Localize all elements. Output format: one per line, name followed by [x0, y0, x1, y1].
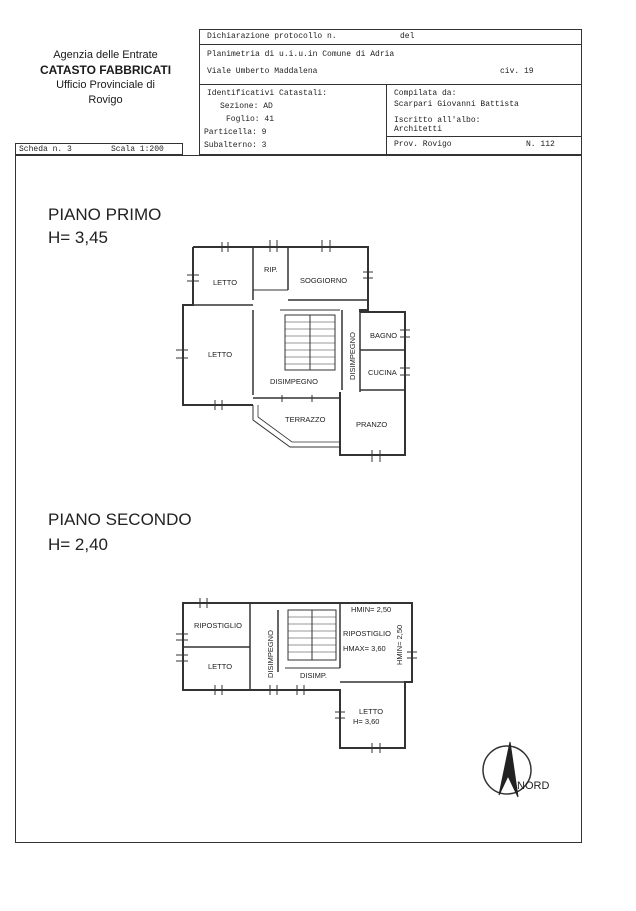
room-cucina: CUCINA — [368, 368, 397, 377]
note-hmin-side: HMIN= 2,50 — [395, 624, 404, 665]
floor1-height: H= 3,45 — [48, 228, 109, 247]
street-address: Viale Umberto Maddalena — [207, 67, 318, 76]
room-letto-a-2: LETTO — [208, 662, 233, 671]
room-letto-b: LETTO — [208, 350, 233, 359]
province: Prov. Rovigo — [394, 140, 452, 149]
protocol-label: Dichiarazione protocollo n. — [207, 32, 337, 41]
agency-city: Rovigo — [88, 94, 123, 106]
north-arrow-icon — [499, 742, 518, 797]
room-disimp: DISIMP. — [300, 671, 327, 680]
north-compass — [483, 742, 549, 797]
room-soggiorno: SOGGIORNO — [300, 276, 348, 285]
room-rip: RIP. — [264, 265, 278, 274]
register-number: N. 112 — [526, 140, 555, 149]
note-hmax: HMAX= 3,60 — [343, 644, 386, 653]
room-ripostiglio-b: RIPOSTIGLIO — [343, 629, 391, 638]
sheet-number: Scheda n. 3 — [19, 145, 72, 154]
agency-catasto: CATASTO FABBRICATI — [39, 63, 172, 77]
subalterno: Subalterno: 3 — [204, 141, 267, 150]
protocol-date-label: del — [400, 32, 415, 41]
civic-number: civ. 19 — [500, 67, 534, 76]
identifiers-title: Identificativi Catastali: — [207, 89, 328, 98]
floor1-title: PIANO PRIMO — [48, 205, 162, 224]
compiled-label: Compilata da: — [394, 89, 457, 98]
agency-name: Agenzia delle Entrate — [53, 49, 158, 61]
room-ripostiglio-a: RIPOSTIGLIO — [194, 621, 242, 630]
room-disimpegno-v: DISIMPEGNO — [348, 332, 357, 380]
floor2-height: H= 2,40 — [48, 535, 109, 554]
compiled-name: Scarpari Giovanni Battista — [394, 100, 519, 109]
room-letto-a: LETTO — [213, 278, 238, 287]
room-pranzo: PRANZO — [356, 420, 388, 429]
floor2-title: PIANO SECONDO — [48, 510, 192, 529]
foglio: Foglio: 41 — [226, 115, 275, 124]
compass-label: NORD — [517, 780, 550, 792]
particella: Particella: 9 — [204, 128, 267, 137]
room-disimpegno-v-2: DISIMPEGNO — [266, 630, 275, 678]
registered-label: Iscritto all'albo: — [394, 116, 481, 125]
room-disimpegno-h: DISIMPEGNO — [270, 377, 318, 386]
room-letto-b-2: LETTO — [359, 707, 384, 716]
sezione: Sezione: AD — [220, 102, 273, 111]
floor2-labels — [194, 605, 404, 726]
note-hmin-top: HMIN= 2,50 — [351, 605, 392, 614]
note-letto-height: H= 3,60 — [353, 717, 380, 726]
agency-office: Ufficio Provinciale di — [56, 79, 155, 91]
room-terrazzo: TERRAZZO — [285, 415, 326, 424]
sheet-scale: Scala 1:200 — [111, 145, 164, 154]
room-bagno: BAGNO — [370, 331, 398, 340]
registered-value: Architetti — [394, 125, 443, 134]
planimetry-text: Planimetria di u.i.u.in Comune di Adria — [207, 50, 395, 59]
